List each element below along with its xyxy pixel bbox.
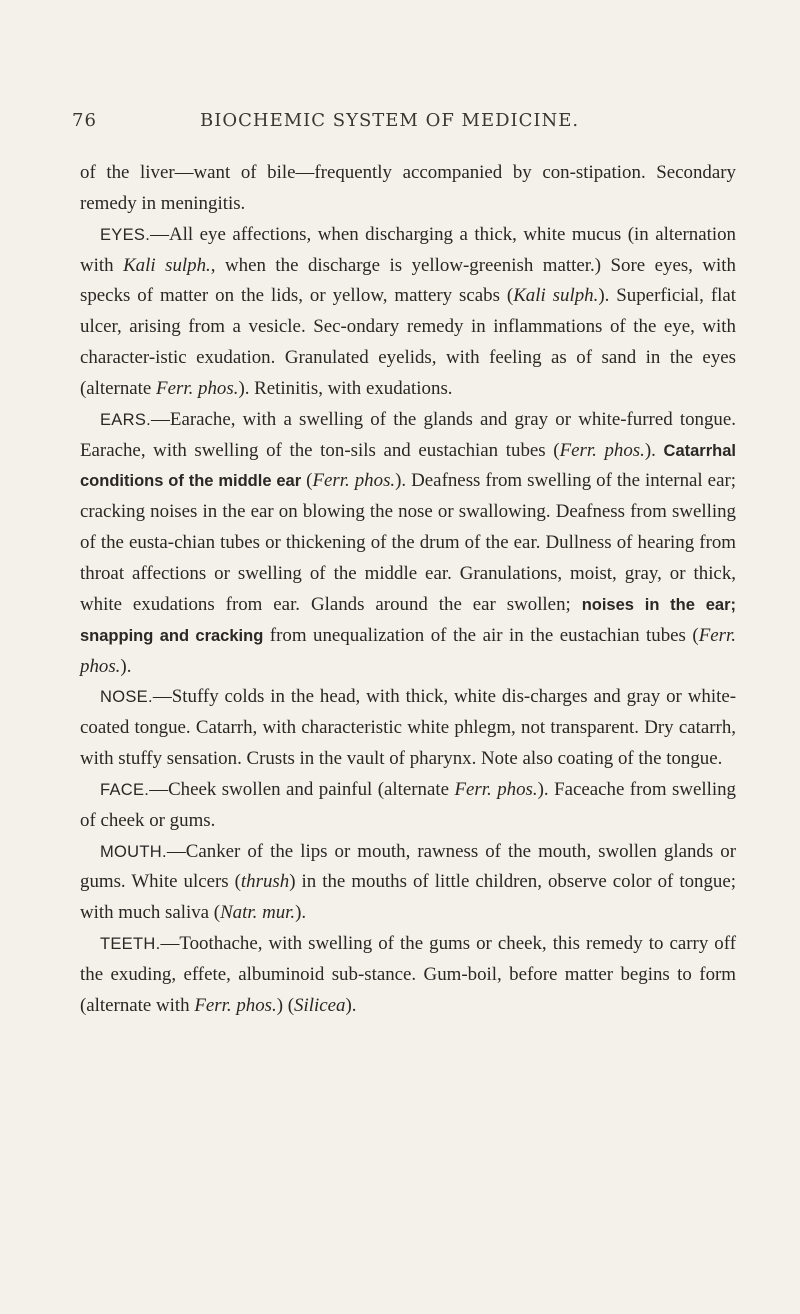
text-run: —Cheek swollen and painful (alternate (149, 778, 455, 800)
text-run: —Toothache, with swelling of the gums or cheek, this remedy to carry off the exuding, effete, albuminoid sub-stance. Gum-boil, before matter begins to form (alternate with (80, 933, 736, 1016)
running-title: BIOCHEMIC SYSTEM OF MEDICINE. (200, 110, 580, 131)
italic-remedy-name: Silicea (294, 994, 346, 1016)
italic-remedy-name: Kali sulph. (123, 254, 211, 276)
section-heading: MOUTH. (100, 842, 167, 861)
text-run: , when the discharge is yellow-greenish matter.) Sore eyes, with specks of matter on the lids, or yellow, mattery scabs ( (80, 254, 736, 307)
section-heading: NOSE. (100, 688, 153, 707)
section-heading: EARS. (100, 410, 152, 429)
paragraph (80, 837, 736, 930)
text-run: —Earache, with a swelling of the glands and gray or white-furred tongue. Earache, with swelling of the ton-sils and eustachian tubes ( (80, 408, 736, 461)
italic-remedy-name: Ferr. phos. (80, 624, 736, 677)
italic-remedy-name: Natr. mur. (220, 902, 296, 924)
text-run: from unequalization of the air in the eustachian tubes ( (263, 624, 699, 646)
paragraph (80, 929, 736, 1022)
italic-remedy-name: Ferr. phos. (559, 439, 645, 461)
text-run: ( (301, 470, 313, 492)
body-text (80, 158, 736, 1022)
text-run: ) in the mouths of little children, observe color of tongue; with much saliva ( (80, 871, 736, 924)
text-run: —Canker of the lips or mouth, rawness of the mouth, swollen glands or gums. White ulcers ( (80, 840, 736, 893)
italic-remedy-name: thrush (240, 871, 290, 893)
italic-remedy-name: Ferr. phos. (312, 470, 396, 492)
section-heading: TEETH. (100, 935, 161, 954)
paragraph (80, 775, 736, 837)
text-run: ). (295, 902, 307, 924)
paragraph (80, 405, 736, 683)
text-run: ). Faceache from swelling of cheek or gums. (80, 778, 736, 831)
text-run: ). (345, 994, 357, 1016)
page-number: 76 (72, 110, 97, 131)
bold-emphasis: Catarrhal conditions of the middle ear (80, 441, 736, 491)
paragraph (80, 220, 736, 405)
bold-emphasis: noises in the ear; snapping and cracking (80, 595, 736, 645)
text-run: of the liver—want of bile—frequently accompanied by con-stipation. Secondary remedy in meningitis. (80, 162, 736, 214)
paragraph (80, 682, 736, 775)
italic-remedy-name: Kali sulph. (513, 285, 599, 307)
text-run: ) ( (276, 994, 295, 1016)
text-run: ). Superficial, flat ulcer, arising from a vesicle. Sec-ondary remedy in inflammations of the eye, with character-istic exudation. Granulated eyelids, with feeling as of sand in the eyes (alternate (80, 285, 736, 399)
text-run: —All eye affections, when discharging a thick, white mucus (in alternation with (80, 223, 736, 276)
paragraph (80, 158, 736, 220)
text-run: —Stuffy colds in the head, with thick, white dis-charges and gray or white-coated tongue. Catarrh, with characteristic white phlegm, not transparent. Dry catarrh, with stuffy sensation. Crusts in the vault of pharynx. Note also coating of the tongue. (80, 686, 736, 770)
italic-remedy-name: Ferr. phos. (454, 778, 538, 800)
text-run: ). Retinitis, with exudations. (238, 377, 453, 399)
text-run: ). (644, 439, 664, 461)
italic-remedy-name: Ferr. phos. (194, 994, 277, 1016)
text-run: ). (120, 655, 132, 677)
italic-remedy-name: Ferr. phos. (156, 377, 239, 399)
text-run: ). Deafness from swelling of the internal ear; cracking noises in the ear on blowing the nose or swallowing. Deafness from swelling of the eusta-chian tubes or thickening of the drum of the ear. Dullness of hearing from throat affections or swelling of the middle ear. Granulations, moist, gray, or thick, white exudations from ear. Glands around the ear swollen; (80, 470, 736, 615)
section-heading: FACE. (100, 780, 150, 799)
section-heading: EYES. (100, 225, 151, 244)
